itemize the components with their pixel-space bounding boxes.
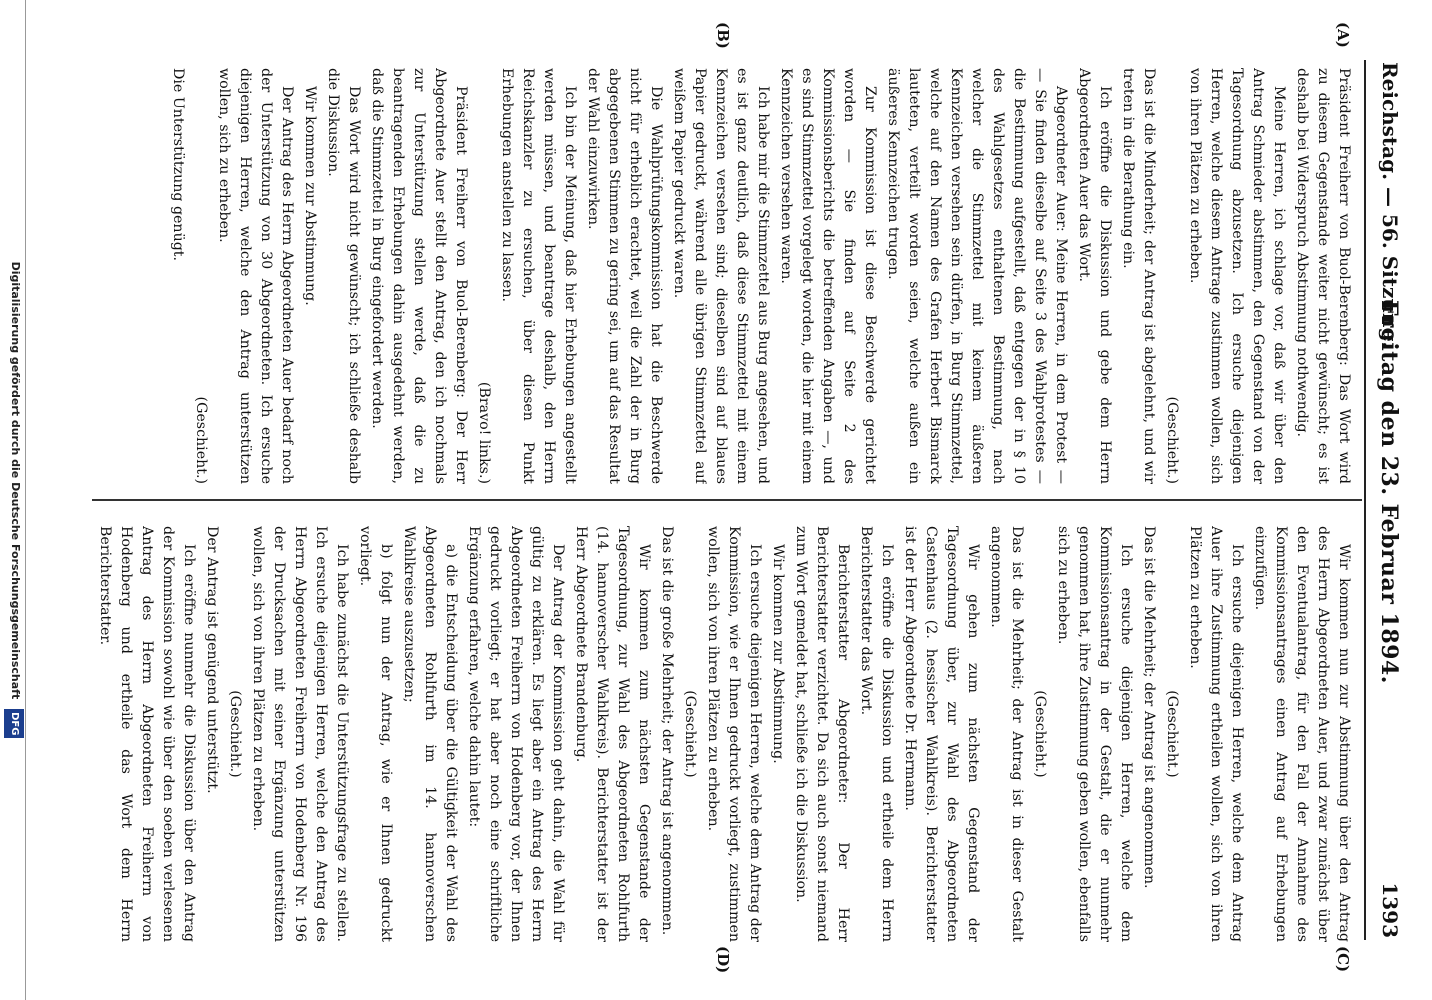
paragraph: Wir kommen nun zur Abstimmung über den Antrag des Herrn Abgeordneten Auer, und zwar zunächst über den Eventualantrag, für den Fall der Annahme des Kommissionsantrages einen Antrag auf Erhebungen einzufügen. xyxy=(1252,526,1352,942)
stage-direction: (Geschieht.) xyxy=(682,690,698,778)
paragraph: Ich ersuche diejenigen Herren, welche dem Antrag der Kommission, wie er Ihnen gedruckt vorliegt, zustimmen wollen, sich von ihren Plätzen zu erheben. xyxy=(705,526,763,942)
margin-marker-b: (B) xyxy=(714,22,732,49)
header-session: Reichstag. — 56. Sitzung. xyxy=(1378,62,1402,349)
digitization-footer xyxy=(3,0,26,1000)
paragraph: Das Wort wird nicht gewünscht; ich schließe deshalb die Diskussion. xyxy=(325,68,362,484)
paragraph: Die Unterstützung genügt. xyxy=(170,68,186,261)
column-divider xyxy=(92,499,1362,501)
header-date: Freitag den 23. Februar 1894. xyxy=(1376,300,1402,684)
speaker-paragraph: Berichterstatter Abgeordneter: Der Herr Berichterstatter verzichtet. Da sich auch sonst niemand zum Wort gemeldet hat, schließe ich die Diskussion. xyxy=(793,526,851,942)
stage-direction: (Geschieht.) xyxy=(193,396,209,484)
margin-marker-d: (D) xyxy=(714,946,732,974)
paragraph: Das ist die große Mehrheit; der Antrag ist angenommen. xyxy=(659,526,675,936)
paragraph: Ich habe mir die Stimmzettel aus Burg angesehen, und es ist ganz deutlich, daß diese Stimmzettel mit einem Kennzeichen versehen sind; dieselben sind auf blaues Papier gedruckt, während alle übrigen Stimmzettel auf weißem Papier gedruckt waren. xyxy=(671,68,771,484)
paragraph: Zur Kommission ist diese Beschwerde gerichtet worden — Sie finden auf Seite 2 des Kommissionsberichts die betreffenden Angaben —, und es sind Stimmzettel vorgelegt worden, die hier mit einem Kennzeichen versehen waren. xyxy=(778,68,878,484)
paragraph: Meine Herren, ich schlage vor, daß wir über den Antrag Schmieder abstimmen, den Gegenstand von der Tagesordnung abzusetzen. Ich ersuche diejenigen Herren, welche diesem Antrage zustimmen wollen, sich von ihren Plätzen zu erheben. xyxy=(1187,68,1287,484)
stage-direction: (Geschieht.) xyxy=(227,690,243,778)
stage-direction: (Geschieht.) xyxy=(1164,396,1180,484)
paragraph: Wir kommen zur Abstimmung. xyxy=(302,86,318,306)
paragraph: Präsident Freiherr von Buol-Berenberg: Das Wort wird zu diesem Gegenstande weiter nicht gewünscht; es ist deshalb bei Widerspruch Abstimmung nothwendig. xyxy=(1294,68,1352,484)
paragraph: Ich habe zunächst die Unterstützungsfrage zu stellen. Ich ersuche diejenigen Herren, welche den Antrag des Herrn Abgeordneten Freiherrn von Hodenberg Nr. 196 der Drucksachen mit seiner Ergänzung unterstützen wollen, sich von ihren Plätzen zu erheben. xyxy=(250,526,350,942)
footer-text: Digitalisierung gefördert durch die Deutsche Forschungsgemeinschaft xyxy=(9,261,22,700)
quoted-motion: b) folgt nun der Antrag, wie er Ihnen gedruckt vorliegt. xyxy=(357,526,394,942)
speaker-paragraph: Präsident Freiherr von Buol-Berenberg: Der Herr Abgeordnete Auer stellt den Antrag, den ich nochmals zur Unterstützung stellen werde, daß die zu beantragenden Erhebungen dahin ausgedehnt werden, daß die Stimmzettel in Burg eingefordert werden. xyxy=(369,68,469,484)
stage-direction: (Geschieht.) xyxy=(1032,690,1048,778)
paragraph: Ich ersuche diejenigen Herren, welche dem Kommissionsantrag in der Gestalt, die er nunmehr genommen hat, ihre Zustimmung geben wollen, ebenfalls sich zu erheben. xyxy=(1055,526,1134,942)
speaker-paragraph: Abgeordneter Auer: Meine Herren, in dem Protest — — Sie finden dieselbe auf Seite 3 des Wahlprotestes — die Bestimmung aufgestellt, daß entgegen der in § 10 des Wahlgesetzes enthaltenen Bestimmung, nach welcher die Stimmzettel mit keinem äußeren Kennzeichen versehen sein dürfen, in Burg Stimmzettel, welche auf den Namen des Grafen Herbert Bismarck lauteten, verteilt worden seien, welche außen ein äußeres Kennzeichen trugen. xyxy=(885,68,1069,484)
stage-direction: (Bravo! links.) xyxy=(476,381,492,484)
paragraph: Ich eröffne nunmehr die Diskussion über den Antrag der Kommission sowohl wie über den soeben verlesenen Antrag des Herrn Abgeordneten Freiherrn von Hodenberg und ertheile das Wort dem Herrn Berichterstatter. xyxy=(97,526,197,942)
quoted-motion: a) die Entscheidung über die Gültigkeit der Wahl des Abgeordneten Rohlfurth im 14. hannoverschen Wahlkreise auszusetzen; xyxy=(401,526,459,942)
paragraph: Der Antrag ist genügend unterstützt. xyxy=(204,526,220,794)
margin-marker-c: (C) xyxy=(1334,946,1352,973)
dfg-logo: DFG xyxy=(4,709,24,738)
paragraph: Der Antrag der Kommission geht dahin, die Wahl für gültig zu erklären. Es liegt aber ein Antrag des Herrn Abgeordneten Freiherrn von Hodenberg vor, der Ihnen gedruckt vorliegt; er hat aber noch eine schriftliche Ergänzung erfahren, welche dahin lautet: xyxy=(466,526,566,942)
margin-marker-a: (A) xyxy=(1334,22,1352,48)
stage-direction: (Geschieht.) xyxy=(1164,690,1180,778)
paragraph: Das ist die Mehrheit; der Antrag ist angenommen. xyxy=(1141,526,1157,889)
paragraph: Die Wahlprüfungskommission hat die Beschwerde nicht für erheblich erachtet, weil die Zahl der in Burg abgegebenen Stimmen zu gering sei, um auf das Resultat der Wahl einzuwirken. xyxy=(585,68,664,484)
paragraph: Ich eröffne die Diskussion und gebe dem Herrn Abgeordneten Auer das Wort. xyxy=(1076,68,1113,484)
page-header xyxy=(1370,62,1410,938)
paragraph: Der Antrag des Herrn Abgeordneten Auer bedarf noch der Unterstützung von 30 Abgeordneten. Ich ersuche diejenigen Herren, welche den Antrag unterstützen wollen, sich zu erheben. xyxy=(216,68,295,484)
header-rule xyxy=(1364,60,1366,940)
paragraph: Das ist die Minderheit; der Antrag ist abgelehnt, und wir treten in die Berathung ein. xyxy=(1120,68,1157,484)
paragraph: Ich bin der Meinung, daß hier Erhebungen angestellt werden müssen, und beantrage deshalb, den Herrn Reichskanzler zu ersuchen, über diesen Punkt Erhebungen anstellen zu lassen. xyxy=(499,68,578,484)
paragraph: Das ist die Mehrheit; der Antrag ist in dieser Gestalt angenommen. xyxy=(988,526,1025,942)
paragraph: Ich ersuche diejenigen Herren, welche dem Antrag Auer ihre Zustimmung ertheilen wollen, sich von ihren Plätzen zu erheben. xyxy=(1187,526,1245,942)
right-column xyxy=(94,526,1354,942)
paragraph: Ich eröffne die Diskussion und ertheile dem Herrn Berichterstatter das Wort. xyxy=(858,526,895,942)
paragraph: Wir gehen zum nächsten Gegenstand der Tagesordnung über, zur Wahl des Abgeordneten Castenhaus (2. hessischer Wahlkreis). Berichterstatter ist der Herr Abgeordnete Dr. Hermann. xyxy=(902,526,981,942)
left-column xyxy=(94,68,1354,484)
paragraph: Wir kommen zum nächsten Gegenstande der Tagesordnung, zur Wahl des Abgeordneten Rohlfurth (14. hannoverscher Wahlkreis). Berichterstatter ist der Herr Abgeordnete Brandenburg. xyxy=(573,526,652,942)
page-number: 1393 xyxy=(1378,882,1402,938)
paragraph: Wir kommen zur Abstimmung. xyxy=(770,544,786,764)
